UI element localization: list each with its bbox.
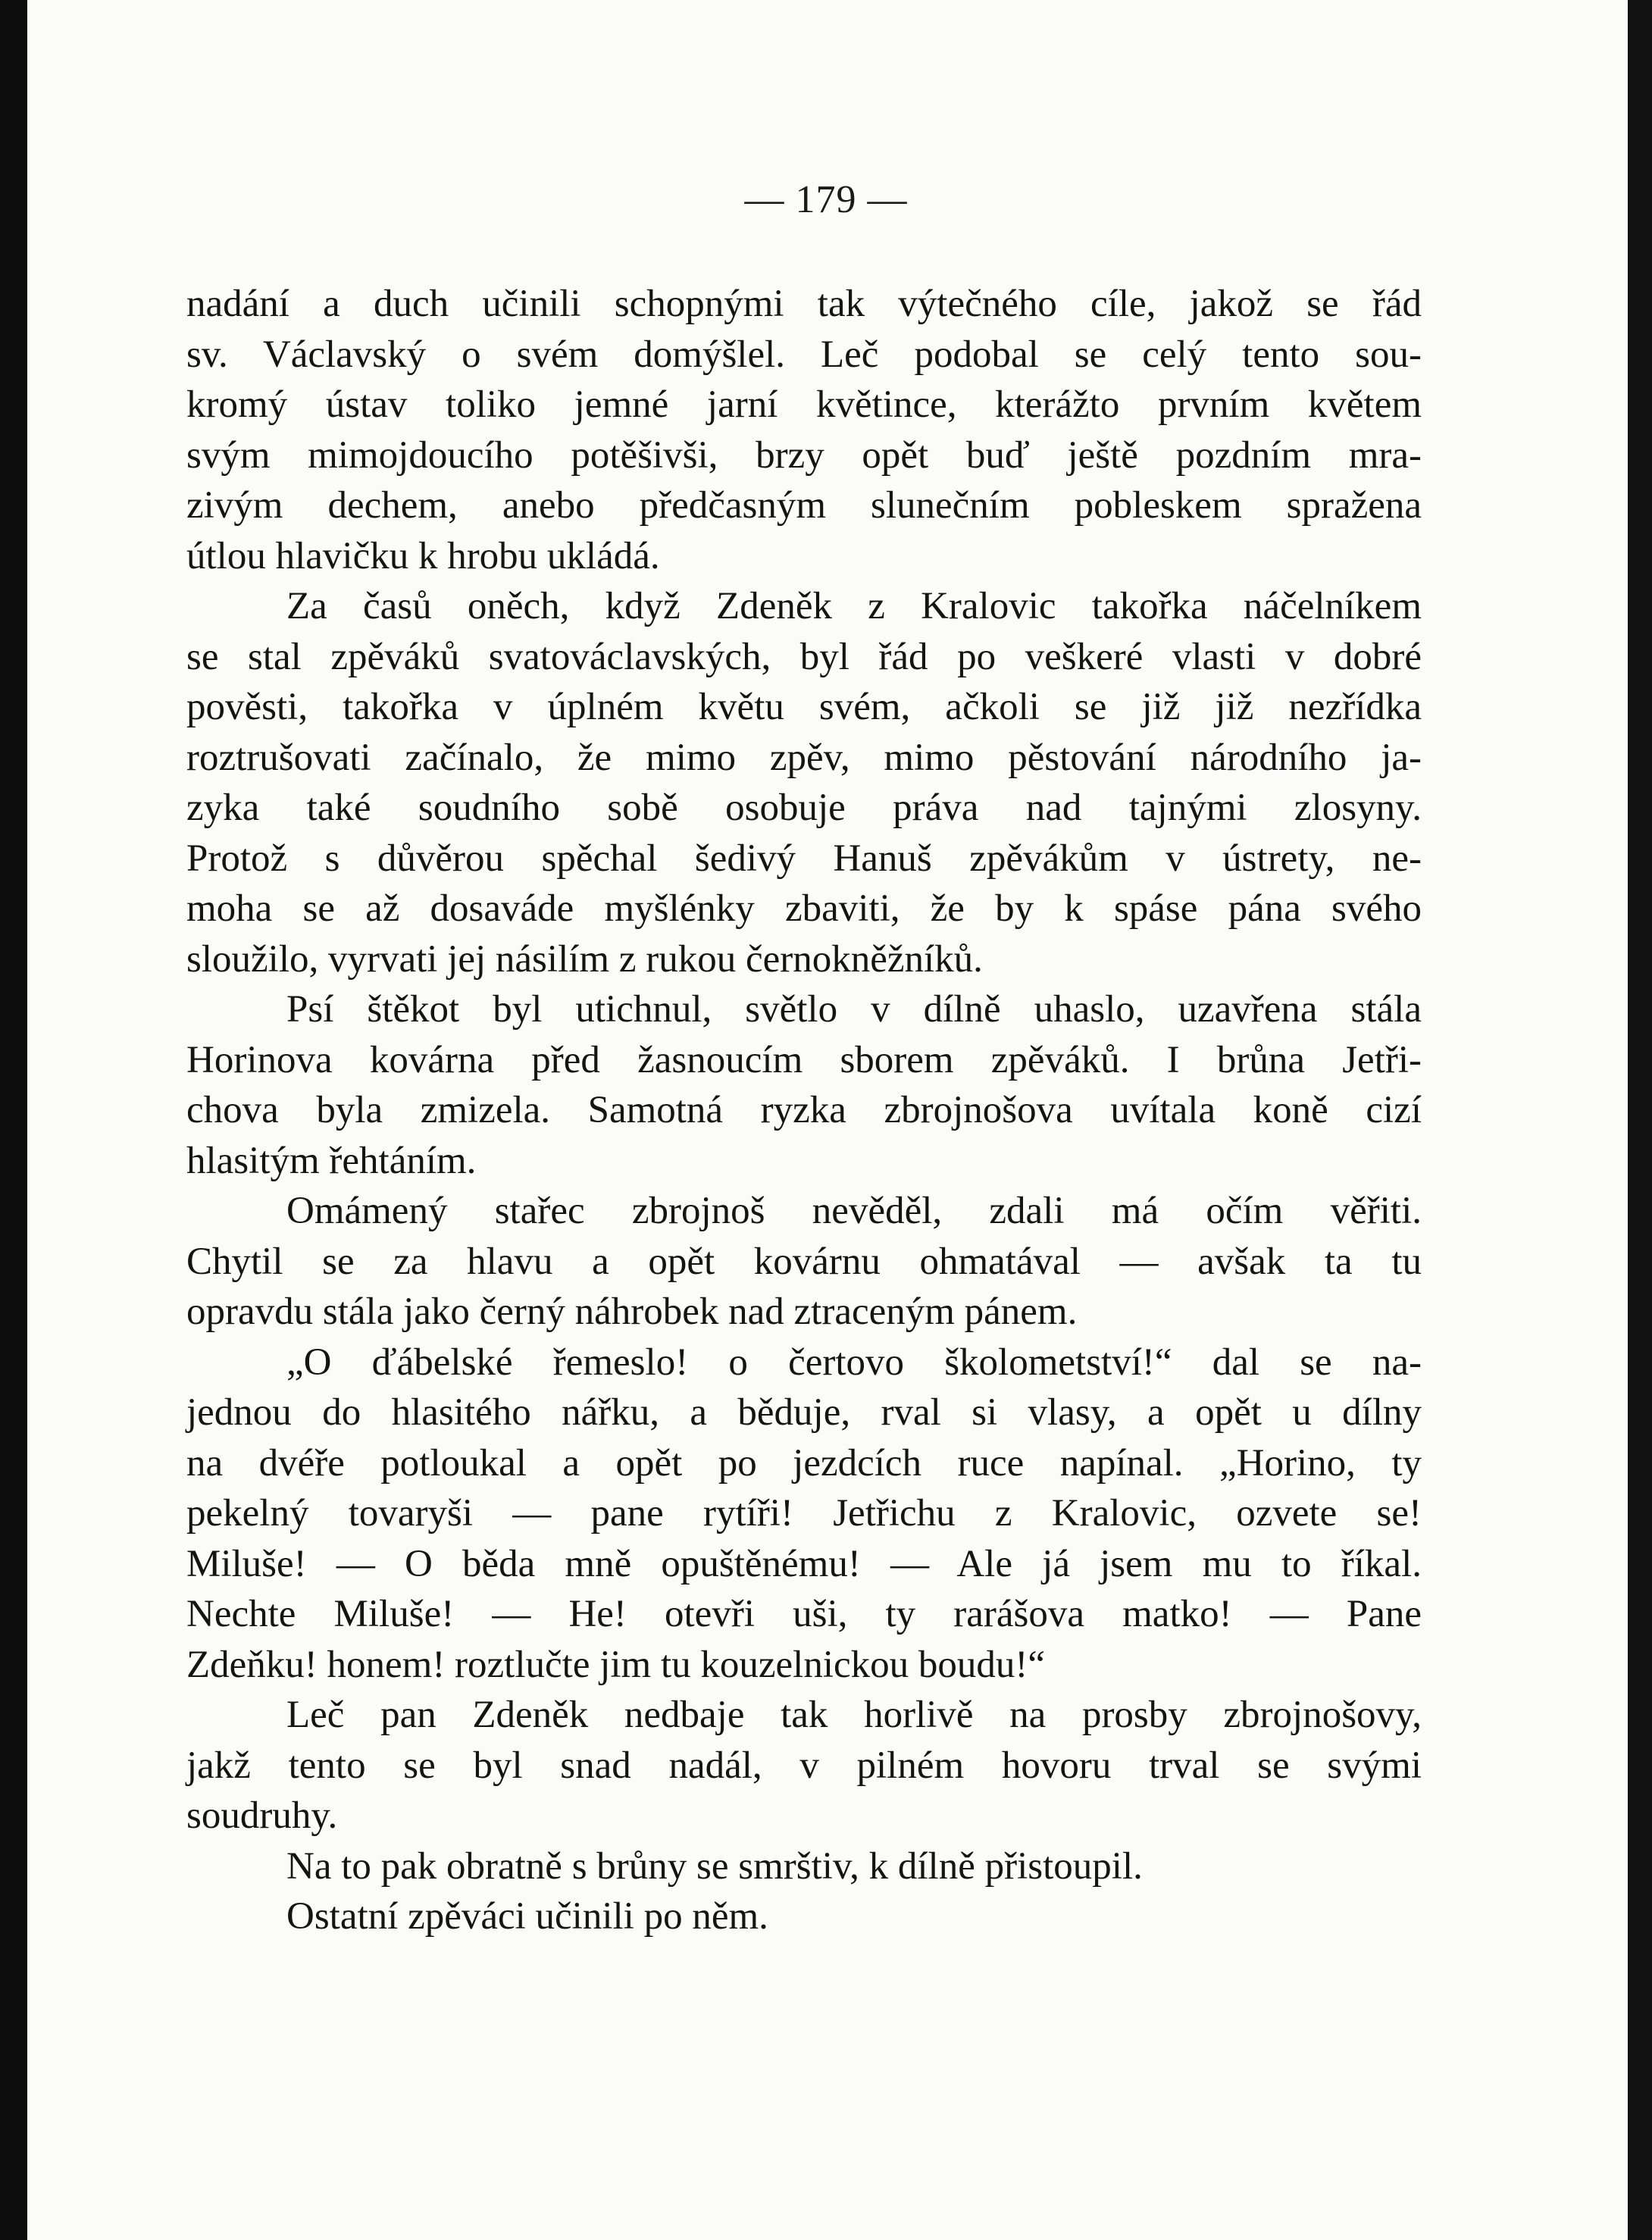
text-line: nadání a duch učinili schopnými tak výtečného cíle, jakož se řád [186, 283, 1422, 325]
text-line: hlasitým řehtáním. [186, 1139, 477, 1182]
page-number: — 179 — [744, 178, 908, 221]
text-line: Zdeňku! honem! roztlučte jim tu kouzelnickou boudu!“ [186, 1643, 1046, 1686]
text-line: Ostatní zpěváci učinili po něm. [286, 1895, 768, 1938]
text-line: útlou hlavičku k hrobu ukládá. [186, 534, 660, 577]
text-line: jakž tento se byl snad nadál, v pilném hovoru trval se svými [186, 1744, 1422, 1787]
text-line: roztrušovati začínalo, že mimo zpěv, mimo pěstování národního ja- [186, 736, 1422, 779]
text-line: Psí štěkot byl utichnul, světlo v dílně uhaslo, uzavřena stála [286, 988, 1422, 1031]
text-line: soudruhy. [186, 1794, 338, 1837]
text-line: zyka také soudního sobě osobuje práva nad tajnými zlosyny. [186, 787, 1422, 829]
text-line: sloužilo, vyrvati jej násilím z rukou černokněžníků. [186, 937, 983, 981]
text-line: Omámený stařec zbrojnoš nevěděl, zdali má očím věřiti. [286, 1190, 1422, 1232]
text-line: se stal zpěváků svatováclavských, byl řád po veškeré vlasti v dobré [186, 635, 1422, 678]
text-line: opravdu stála jako černý náhrobek nad ztraceným pánem. [186, 1291, 1078, 1333]
text-line: Na to pak obratně s brůny se smrštiv, k dílně přistoupil. [286, 1844, 1143, 1888]
text-body [186, 279, 1422, 1942]
text-line: jednou do hlasitého nářku, a běduje, rval si vlasy, a opět u dílny [186, 1391, 1422, 1434]
text-line: zivým dechem, anebo předčasným slunečním pobleskem spražena [186, 484, 1422, 527]
right-scan-edge [1628, 0, 1652, 2240]
text-line: kromý ústav toliko jemné jarní květince, kterážto prvním květem [186, 383, 1422, 426]
text-line: moha se až dosaváde myšlénky zbaviti, že by k spáse pána svého [186, 887, 1422, 930]
text-line: Leč pan Zdeněk nedbaje tak horlivě na prosby zbrojnošovy, [286, 1694, 1422, 1736]
text-line: Nechte Miluše! — He! otevři uši, ty rarášova matko! — Pane [186, 1593, 1422, 1635]
text-line: „O ďábelské řemeslo! o čertovo školometství!“ dal se na- [286, 1341, 1422, 1384]
left-scan-edge [0, 0, 27, 2240]
text-line: pověsti, takořka v úplném květu svém, ačkoli se již již nezřídka [186, 686, 1422, 728]
text-line: pekelný tovaryši — pane rytíři! Jetřichu z Kralovic, ozvete se! [186, 1492, 1422, 1535]
text-line: Za časů oněch, když Zdeněk z Kralovic takořka náčelníkem [286, 585, 1422, 627]
text-line: chova byla zmizela. Samotná ryzka zbrojnošova uvítala koně cizí [186, 1089, 1422, 1131]
text-line: Protož s důvěrou spěchal šedivý Hanuš zpěvákům v ústrety, ne- [186, 837, 1422, 880]
text-line: Miluše! — O běda mně opuštěnému! — Ale já jsem mu to říkal. [186, 1542, 1422, 1585]
text-line: svým mimojdoucího potěšivši, brzy opět buď ještě pozdním mra- [186, 433, 1422, 477]
text-line: Horinova kovárna před žasnoucím sborem zpěváků. I brůna Jetři- [186, 1038, 1422, 1081]
text-line: sv. Václavský o svém domýšlel. Leč podobal se celý tento sou- [186, 333, 1422, 376]
text-line: Chytil se za hlavu a opět kovárnu ohmatával — avšak ta tu [186, 1240, 1422, 1283]
text-line: na dvéře potloukal a opět po jezdcích ruce napínal. „Horino, ty [186, 1441, 1422, 1484]
